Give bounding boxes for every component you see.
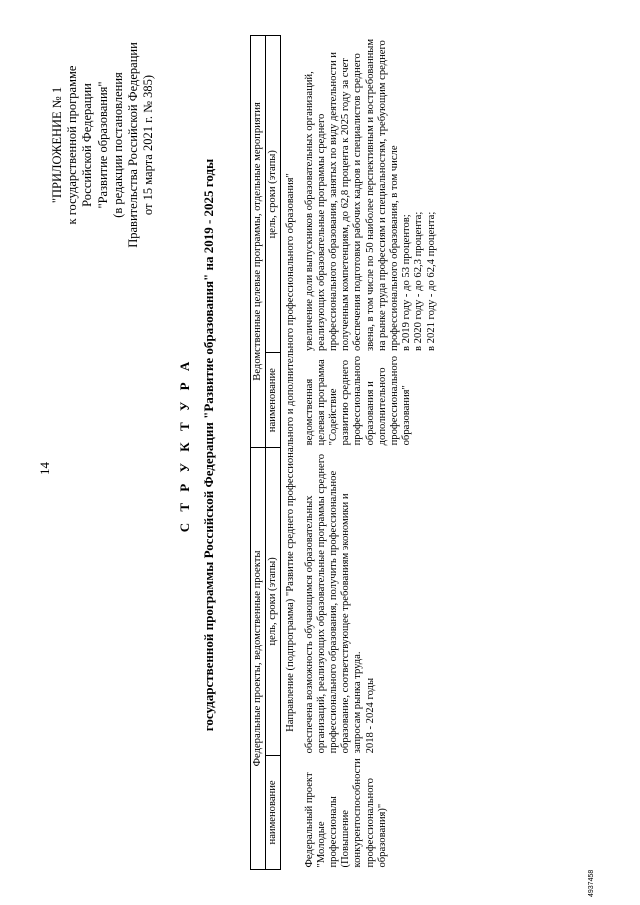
page-number: 14 bbox=[37, 462, 52, 475]
program-goal-cell bbox=[301, 36, 438, 353]
program-name: ведомственная целевая программа "Содействие развитию среднего профессионального образования и дополнительного профессионального образования" bbox=[303, 355, 413, 446]
document-code: 4937458 bbox=[588, 869, 595, 897]
program-target: в 2020 году - до 62,3 процента; bbox=[413, 211, 425, 351]
header-name-col: наименование bbox=[266, 353, 281, 447]
federal-project-name: Федеральный проект "Молодые профессионалы (Повышение конкурентоспособности профессионального образования)" bbox=[303, 758, 388, 868]
program-target: в 2021 году - до 62,4 процента; bbox=[425, 211, 437, 351]
federal-project-term: 2018 - 2024 годы bbox=[364, 677, 376, 754]
section-title: Направление (подпрограмма) "Развитие среднего профессионального и дополнительного профессионального образования" bbox=[285, 173, 297, 732]
header-federal-projects: Федеральные проекты, ведомственные проекты bbox=[251, 447, 266, 869]
annex-block bbox=[50, 25, 156, 265]
table-group-header-row bbox=[251, 36, 266, 870]
annex-line: Правительства Российской Федерации bbox=[126, 42, 141, 248]
title-subheading: государственной программы Российской Федерации "Развитие образования" на 2019 - 2025 годы bbox=[201, 158, 216, 732]
annex-line: (в редакции постановления bbox=[110, 72, 125, 218]
annex-line: "Развитие образования" bbox=[95, 81, 110, 209]
annex-line: Российской Федерации bbox=[80, 83, 95, 207]
annex-line: от 15 марта 2021 г. № 385) bbox=[141, 74, 156, 216]
table-sub-header-row bbox=[266, 36, 281, 870]
section-row bbox=[281, 36, 301, 870]
header-departmental-programs: Ведомственные целевые программы, отдельные мероприятия bbox=[251, 36, 266, 448]
table-row bbox=[301, 36, 438, 870]
document-title bbox=[177, 65, 217, 825]
annex-line: к государственной программе bbox=[65, 65, 80, 225]
program-goal: увеличение доли выпускников образовательных организаций, реализующих образовательные программы среднего профессионального образования, занятых по виду деятельности и полученным компетенциям, до 62,8 процента к 2025 году за счет обеспечения подготовки рабочих кадров и специалистов среднего звена, в том числе по 50 наиболее перспективным и востребованным на рынке труда профессиям и специальностям, требующим среднего профессионального образования, в том числе bbox=[303, 38, 401, 351]
header-goal-col: цель, сроки (этапы) bbox=[266, 447, 281, 755]
program-target: в 2019 году - до 53 процентов; bbox=[401, 214, 413, 351]
header-name-col: наименование bbox=[266, 755, 281, 869]
federal-project-goal: обеспечена возможность обучающимся образовательных организаций, реализующих образовательные программы среднего профессионального образования, получить профессиональное образование, соответствующее требованиям экономики и запросам рынка труда. bbox=[303, 453, 364, 754]
structure-table bbox=[250, 35, 438, 870]
annex-line: "ПРИЛОЖЕНИЕ № 1 bbox=[50, 86, 64, 204]
title-heading: С Т Р У К Т У Р А bbox=[177, 357, 192, 533]
federal-project-goal-cell bbox=[301, 447, 438, 755]
header-goal-col: цель, сроки (этапы) bbox=[266, 36, 281, 353]
